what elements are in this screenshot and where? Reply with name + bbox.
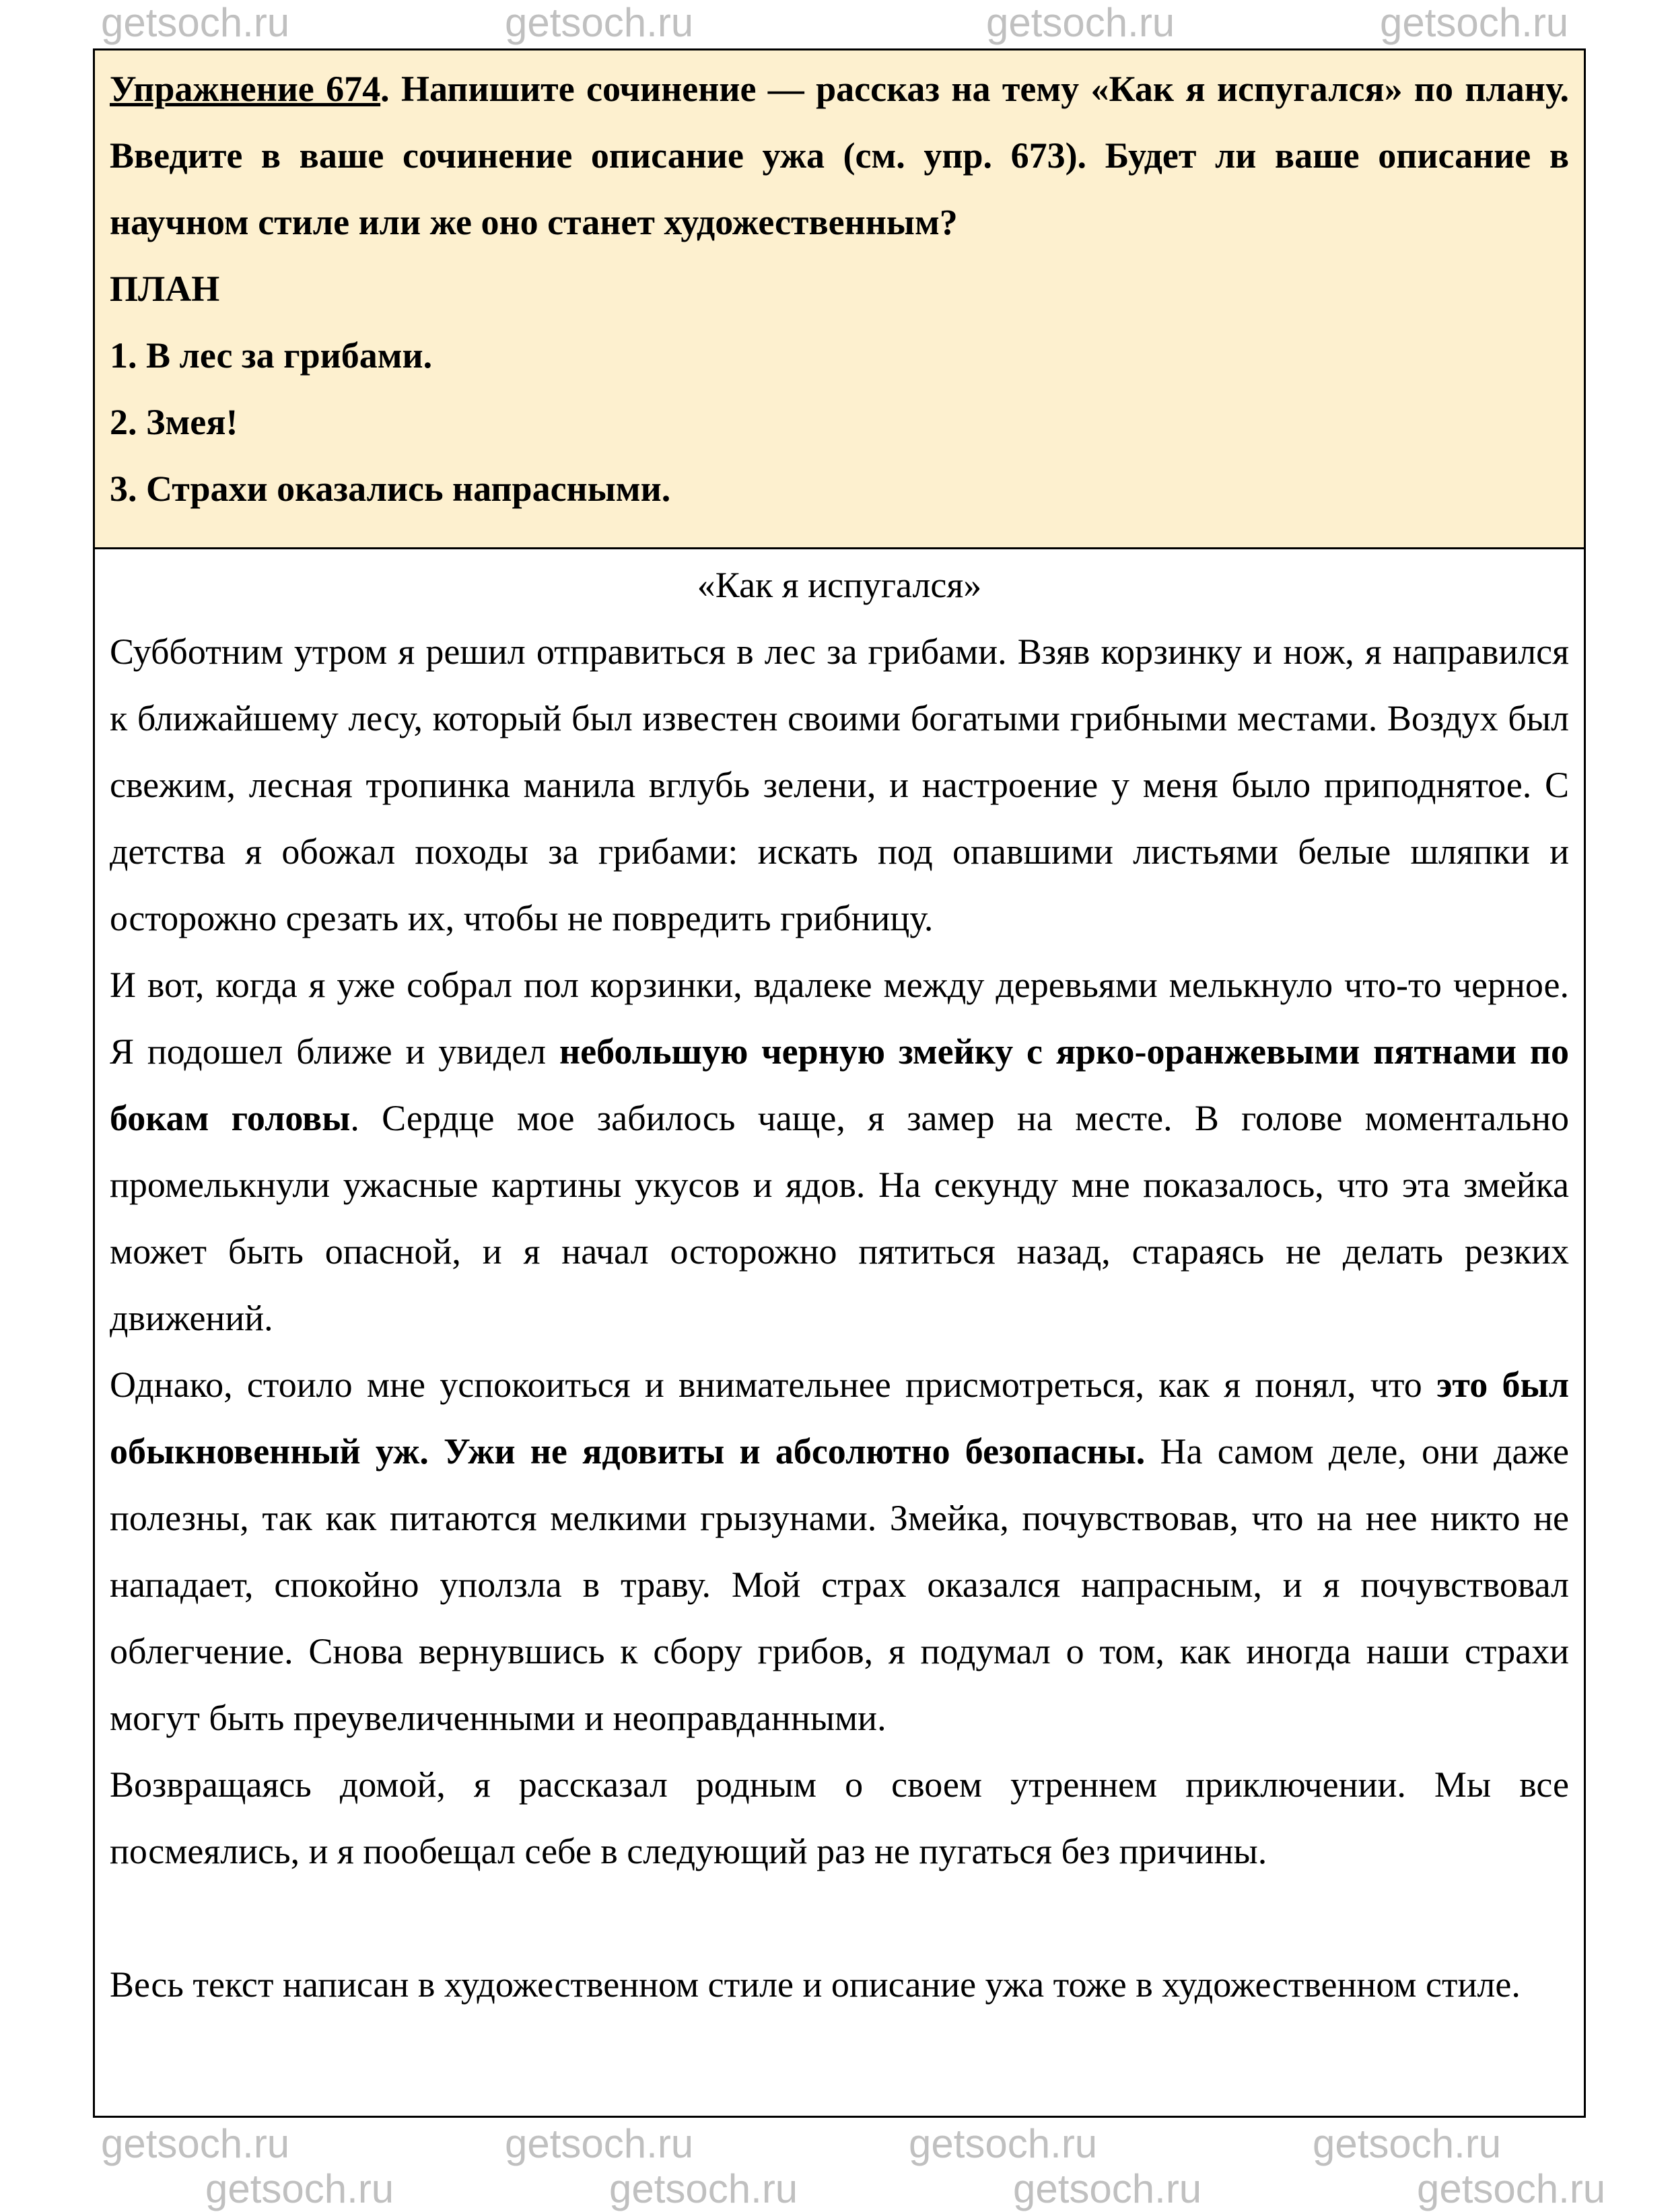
watermark: getsoch.ru bbox=[205, 2166, 394, 2211]
text: . Сердце мое забилось чаще, я замер на месте. В голове моментально промелькнули ужасные картины укусов и ядов. На секунду мне показалось, что эта змейка может быть опасной, и я начал осторожно пятиться назад, стараясь не делать резких движений. bbox=[110, 1098, 1569, 1338]
bold-text: это был обыкновенный уж. Ужи не ядовиты и абсолютно безопасны. bbox=[110, 1364, 1569, 1472]
answer-block bbox=[95, 549, 1584, 2018]
watermark: getsoch.ru bbox=[1013, 2166, 1202, 2211]
watermark: getsoch.ru bbox=[986, 0, 1175, 45]
exercise-number: Упражнение 674 bbox=[110, 69, 381, 109]
bold-text: небольшую черную змейку с ярко-оранжевыми пятнами по бокам головы bbox=[110, 1031, 1569, 1138]
watermark: getsoch.ru bbox=[505, 0, 694, 45]
watermark: getsoch.ru bbox=[1380, 0, 1569, 45]
task-block bbox=[95, 50, 1584, 549]
watermark: getsoch.ru bbox=[1313, 2121, 1502, 2166]
essay-paragraph: Субботним утром я решил отправиться в лес за грибами. Взяв корзинку и нож, я направился к ближайшему лесу, который был известен своими богатыми грибными местами. Воздух был свежим, лесная тропинка манила вглубь зелени, и настроение у меня было приподнятое. С детства я обожал походы за грибами: искать под опавшими листьями белые шляпки и осторожно срезать их, чтобы не повредить грибницу. bbox=[110, 631, 1569, 938]
text: Однако, стоило мне успокоиться и внимательнее присмотреться, как я понял, что bbox=[110, 1364, 1437, 1405]
watermark: getsoch.ru bbox=[505, 2121, 694, 2166]
watermark: getsoch.ru bbox=[101, 0, 290, 45]
plan-heading: ПЛАН bbox=[110, 269, 220, 309]
essay-title: «Как я испугался» bbox=[697, 565, 982, 605]
essay-paragraph bbox=[110, 952, 1569, 1352]
task-prompt bbox=[110, 56, 1569, 256]
text: И вот, когда я уже собрал пол корзинки, вдалеке между деревьями мелькнуло что-то черное. Я подошел ближе и увидел bbox=[110, 965, 1569, 1072]
watermark: getsoch.ru bbox=[909, 2121, 1098, 2166]
exercise-frame bbox=[93, 48, 1586, 2118]
plan-item: 3. Страхи оказались напрасными. bbox=[110, 469, 671, 509]
plan-item: 2. Змея! bbox=[110, 402, 238, 442]
watermark: getsoch.ru bbox=[609, 2166, 798, 2211]
text: На самом деле, они даже полезны, так как питаются мелкими грызунами. Змейка, почувствовав, что на нее никто не нападает, спокойно уползла в траву. Мой страх оказался напрасным, и я почувствовал облегчение. Снова вернувшись к сбору грибов, я подумал о том, как иногда наши страхи могут быть преувеличенными и неоправданными. bbox=[110, 1431, 1569, 1738]
essay-paragraph bbox=[110, 1352, 1569, 1752]
conclusion: Весь текст написан в художественном стиле и описание ужа тоже в художественном стиле. bbox=[110, 1964, 1521, 2005]
watermark: getsoch.ru bbox=[1417, 2166, 1606, 2211]
watermark: getsoch.ru bbox=[101, 2121, 290, 2166]
essay-paragraph: Возвращаясь домой, я рассказал родным о своем утреннем приключении. Мы все посмеялись, и я пообещал себе в следующий раз не пугаться без причины. bbox=[110, 1764, 1569, 1871]
task-text: . Напишите сочинение — рассказ на тему «Как я испугался» по плану. Введите в ваше сочинение описание ужа (см. упр. 673). Будет ли ваше описание в научном стиле или же оно станет художественным? bbox=[110, 69, 1569, 242]
plan-item: 1. В лес за грибами. bbox=[110, 335, 433, 376]
blank-line bbox=[110, 1885, 1569, 1951]
